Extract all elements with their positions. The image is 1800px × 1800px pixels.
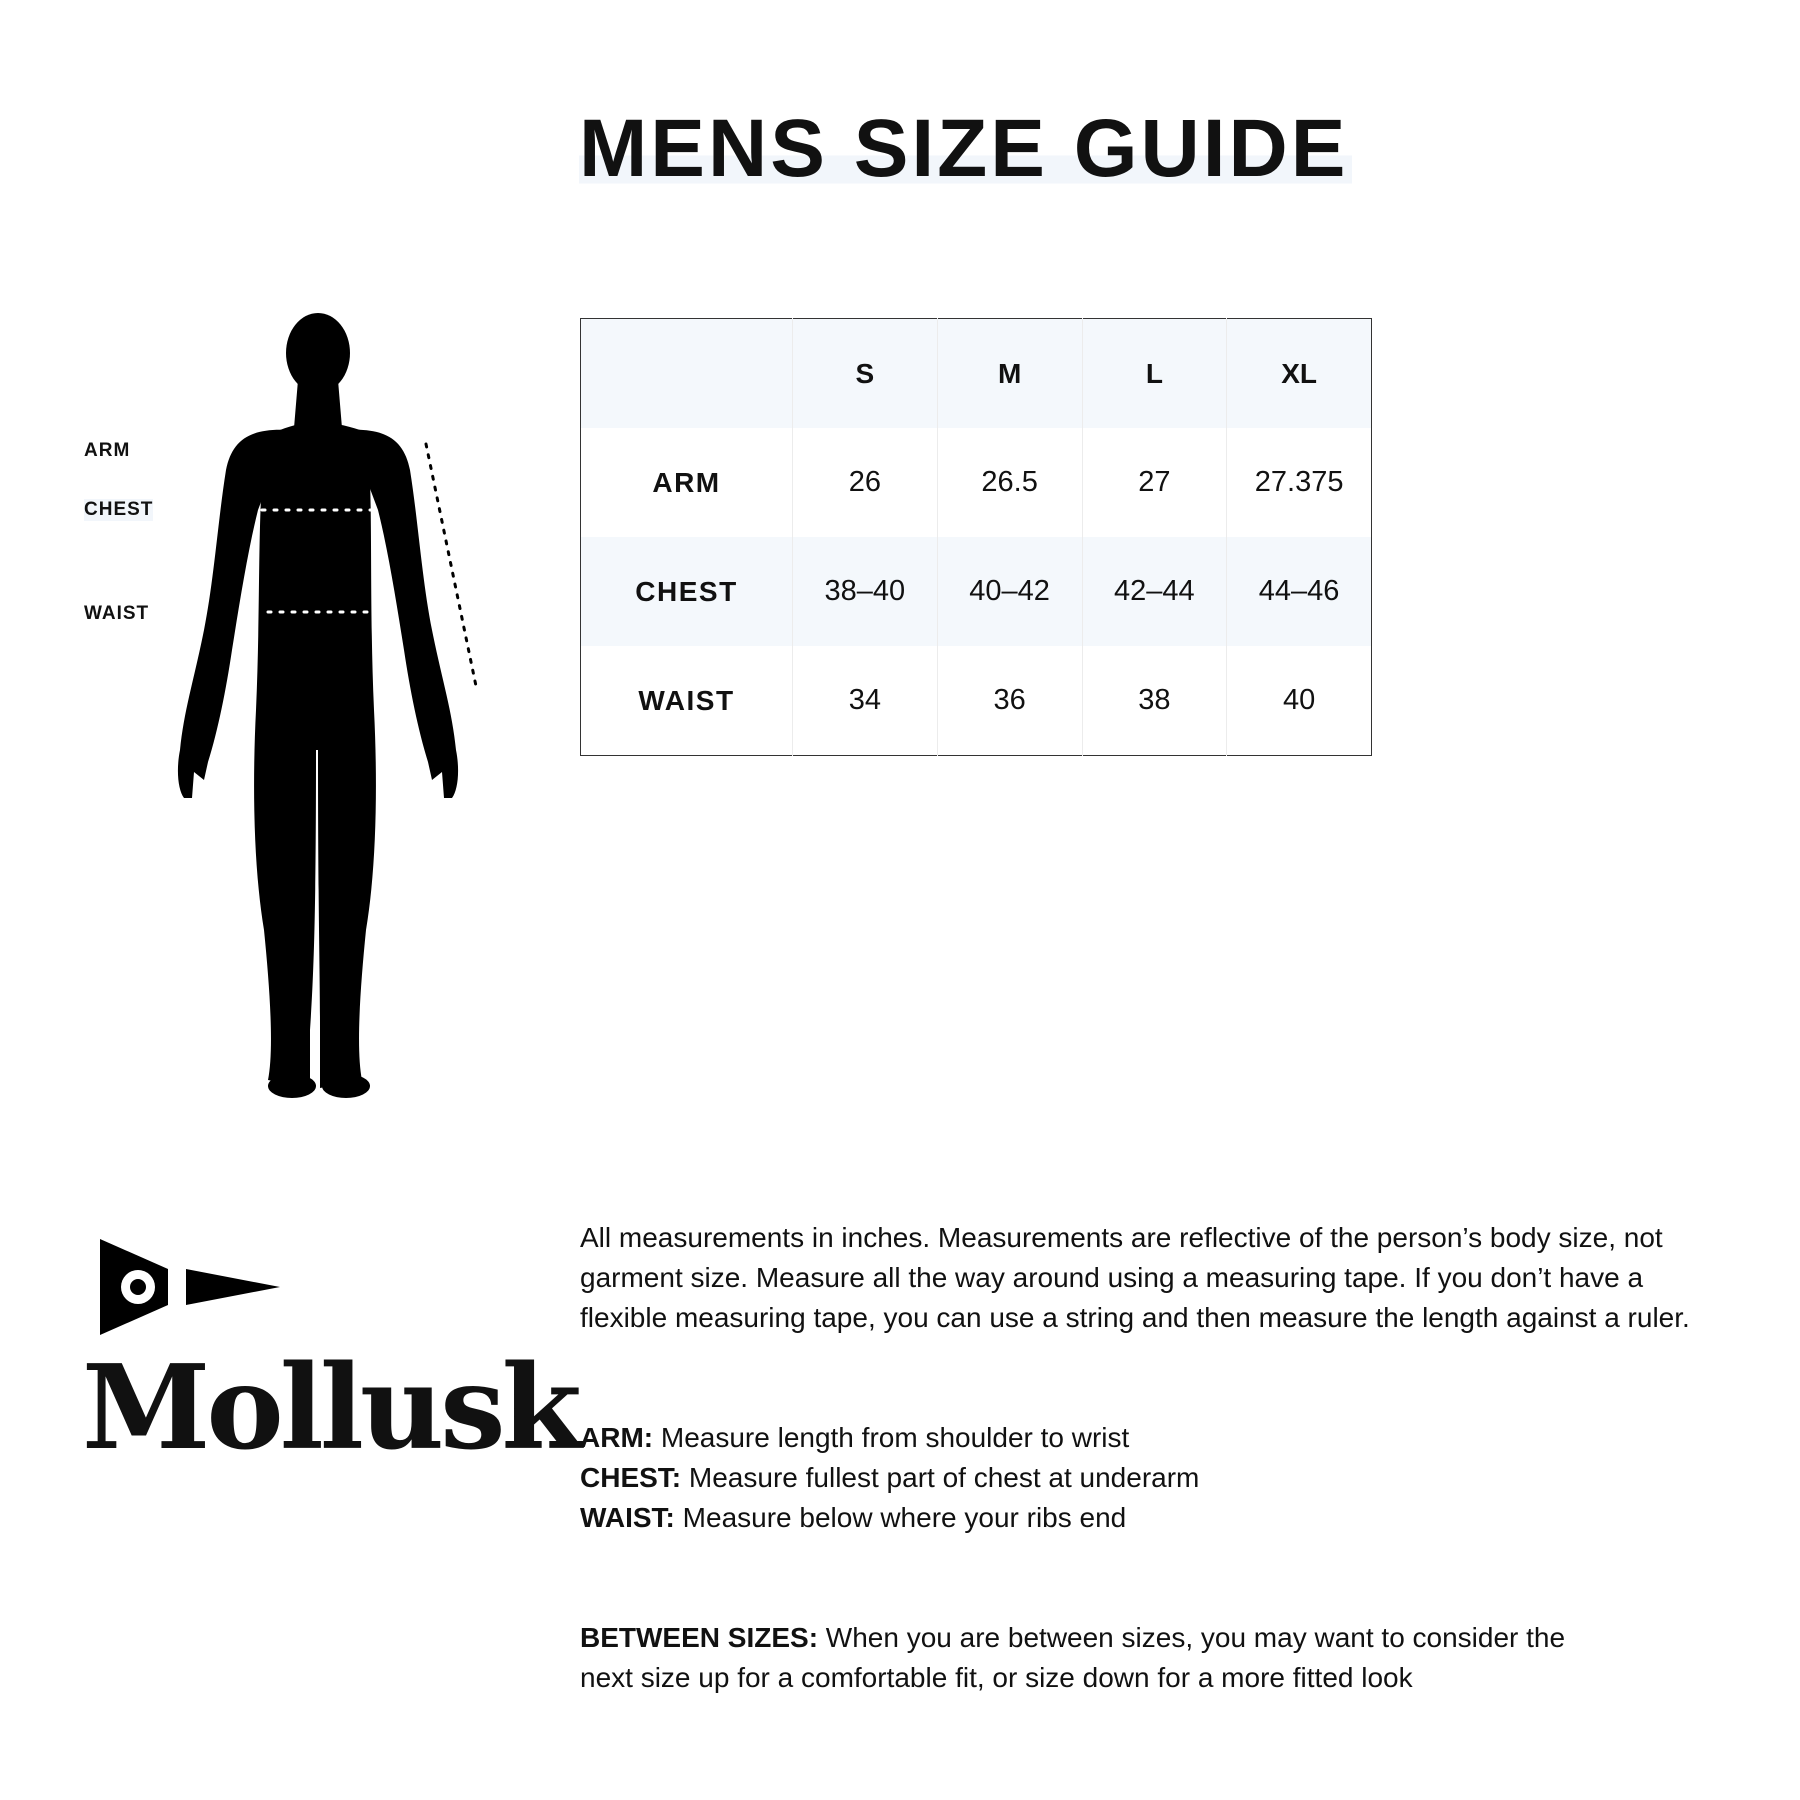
definition-term: WAIST:: [580, 1502, 675, 1533]
table-header-cell: S: [793, 319, 938, 429]
table-row: [581, 646, 1372, 756]
title-block: [579, 103, 1352, 194]
measurement-notes: [580, 1218, 1690, 1698]
figure-label-arm: ARM: [84, 440, 131, 461]
intro-text: All measurements in inches. Measurements are reflective of the person’s body size, not garment size. Measure all the way around using a measuring tape. If you don’t have a flexible measuring tape, you can use a string and then measure the length against a ruler.: [580, 1222, 1690, 1333]
definition-term: ARM:: [580, 1422, 654, 1453]
between-sizes-note: [580, 1618, 1580, 1698]
table-row: [581, 428, 1372, 537]
figure-label-chest: CHEST: [84, 499, 154, 520]
definition-waist: [580, 1498, 1690, 1538]
table-cell: 38–40: [793, 537, 938, 646]
table-cell: 27.375: [1254, 466, 1344, 498]
table-cell: 42–44: [1082, 537, 1227, 646]
table-row-label: CHEST: [581, 537, 793, 646]
table-header-cell: [581, 319, 793, 429]
table-header-cell: L: [1082, 319, 1227, 429]
table-cell: 26: [793, 428, 938, 537]
definitions-list: [580, 1418, 1690, 1538]
body-silhouette-icon: [170, 310, 500, 1100]
brand-wordmark: Mollusk: [82, 1340, 578, 1476]
table-header-cell: M: [937, 319, 1082, 429]
between-sizes-text: When you are between sizes, you may want to consider the next size up for a comfortable fit, or size down for a more fitted look: [580, 1622, 1566, 1693]
table-row: [581, 537, 1372, 646]
table-cell: 40–42: [937, 537, 1082, 646]
between-sizes-term: BETWEEN SIZES:: [580, 1622, 819, 1653]
page-title: MENS SIZE GUIDE: [579, 108, 1352, 190]
definition-text: Measure below where your ribs end: [682, 1502, 1127, 1533]
table-cell: 38: [1082, 646, 1227, 756]
table-cell: 40: [1282, 684, 1316, 716]
definition-arm: [580, 1418, 1690, 1458]
figure-label-waist: WAIST: [84, 603, 150, 624]
table-cell: 44–46: [1258, 575, 1340, 607]
table-cell: 27: [1082, 428, 1227, 537]
definition-text: Measure fullest part of chest at underarm: [688, 1462, 1200, 1493]
definition-chest: [580, 1458, 1690, 1498]
definition-text: Measure length from shoulder to wrist: [660, 1422, 1130, 1453]
table-cell: 36: [937, 646, 1082, 756]
brand-logo: [82, 1235, 578, 1476]
table-row-label: WAIST: [581, 646, 793, 756]
size-table: [580, 318, 1372, 756]
table-header-cell: XL: [1281, 357, 1318, 389]
definition-term: CHEST:: [580, 1462, 682, 1493]
table-cell: 34: [793, 646, 938, 756]
table-header-row: [581, 319, 1372, 429]
table-cell: 26.5: [937, 428, 1082, 537]
pennant-logo-icon: [82, 1235, 282, 1345]
table-row-label: ARM: [581, 428, 793, 537]
